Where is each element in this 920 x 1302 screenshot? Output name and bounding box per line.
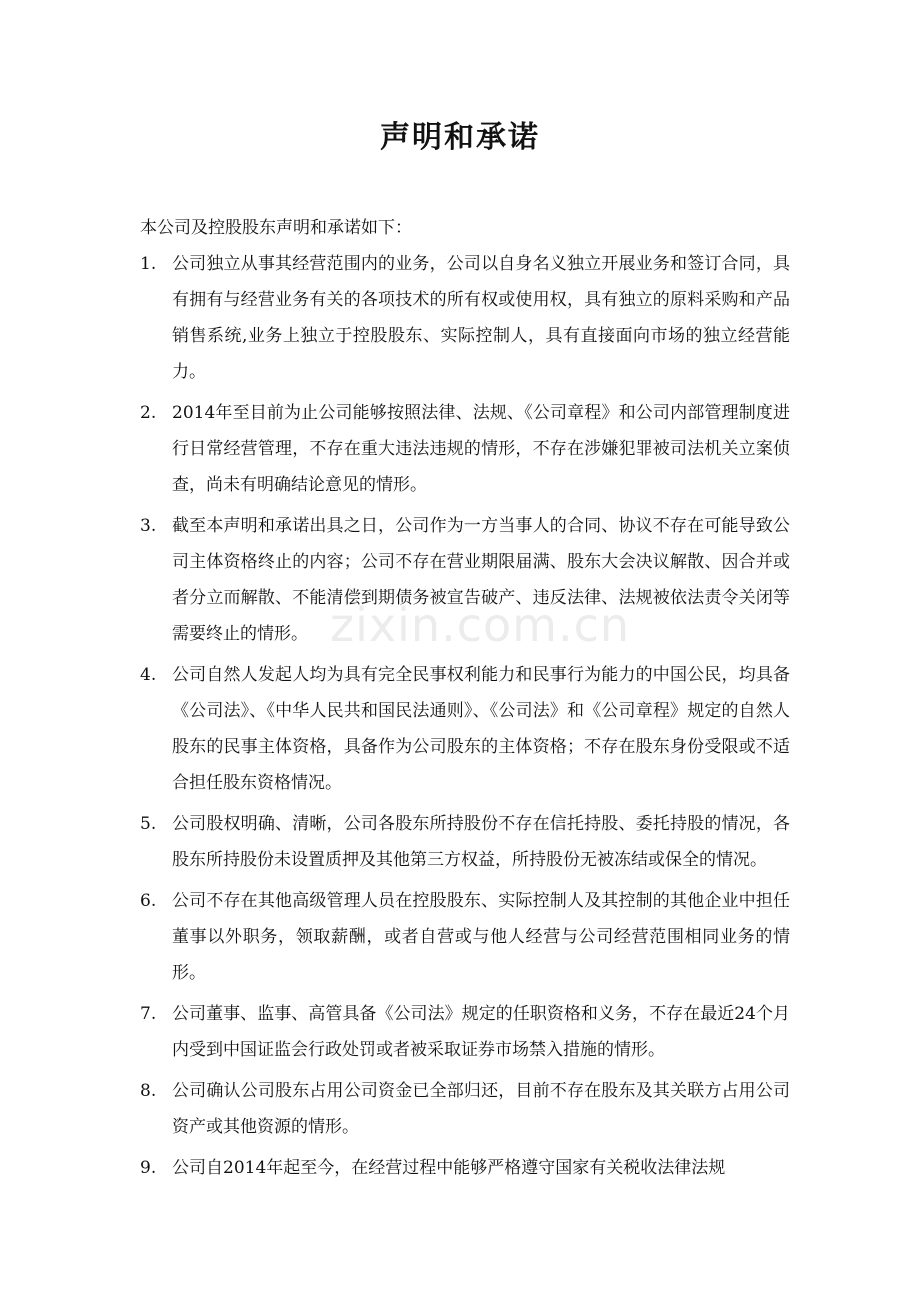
list-item: [140, 657, 790, 801]
item-number: 1.: [140, 254, 157, 274]
item-number: 8.: [140, 1081, 157, 1101]
item-text: 公司独立从事其经营范围内的业务，公司以自身名义独立开展业务和签订合同，具有拥有与经营业务有关的各项技术的所有权或使用权，具有独立的原料采购和产品销售系统,业务上独立于控股股东、实际控制人，具有直接面向市场的独立经营能力。: [172, 254, 790, 382]
item-number: 9.: [140, 1158, 157, 1178]
item-text: 公司自2014年起至今，在经营过程中能够严格遵守国家有关税收法律法规: [172, 1158, 726, 1178]
list-item: [140, 1073, 790, 1145]
item-text: 公司股权明确、清晰，公司各股东所持股份不存在信托持股、委托持股的情况，各股东所持股份未设置质押及其他第三方权益，所持股份无被冻结或保全的情况。: [172, 814, 790, 870]
item-number: 6.: [140, 891, 157, 911]
list-item: [140, 806, 790, 878]
list-item: [140, 883, 790, 991]
list-item: [140, 395, 790, 503]
item-number: 2.: [140, 403, 157, 423]
item-text: 公司自然人发起人均为具有完全民事权利能力和民事行为能力的中国公民，均具备《公司法》、《中华人民共和国民法通则》、《公司法》和《公司章程》规定的自然人股东的民事主体资格，具备作为公司股东的主体资格；不存在股东身份受限或不适合担任股东资格情况。: [172, 665, 790, 793]
document-title: 声明和承诺: [380, 120, 540, 155]
list-item: [140, 1150, 790, 1186]
item-number: 3.: [140, 516, 157, 536]
item-text: 公司确认公司股东占用公司资金已全部归还，目前不存在股东及其关联方占用公司资产或其他资源的情形。: [172, 1081, 790, 1137]
item-number: 5.: [140, 814, 157, 834]
list-item: [140, 246, 790, 390]
item-number: 7.: [140, 1004, 157, 1024]
item-number: 4.: [140, 665, 157, 685]
watermark: zixin.com.cn: [330, 598, 631, 652]
item-text: 截至本声明和承诺出具之日，公司作为一方当事人的合同、协议不存在可能导致公司主体资格终止的内容；公司不存在营业期限届满、股东大会决议解散、因合并或者分立而解散、不能清偿到期债务被宣告破产、违反法律、法规被依法责令关闭等需要终止的情形。: [172, 516, 790, 644]
item-text: 公司不存在其他高级管理人员在控股股东、实际控制人及其控制的其他企业中担任董事以外职务，领取薪酬，或者自营或与他人经营与公司经营范围相同业务的情形。: [172, 891, 790, 983]
list-item: [140, 508, 790, 652]
item-text: 2014年至目前为止公司能够按照法律、法规、《公司章程》和公司内部管理制度进行日常经营管理，不存在重大违法违规的情形，不存在涉嫌犯罪被司法机关立案侦查，尚未有明确结论意见的情形。: [172, 403, 790, 495]
intro-paragraph: 本公司及控股股东声明和承诺如下：: [140, 218, 412, 238]
item-text: 公司董事、监事、高管具备《公司法》规定的任职资格和义务，不存在最近24个月内受到中国证监会行政处罚或者被采取证券市场禁入措施的情形。: [172, 1004, 790, 1060]
list-item: [140, 996, 790, 1068]
statement-list: [140, 246, 790, 1191]
